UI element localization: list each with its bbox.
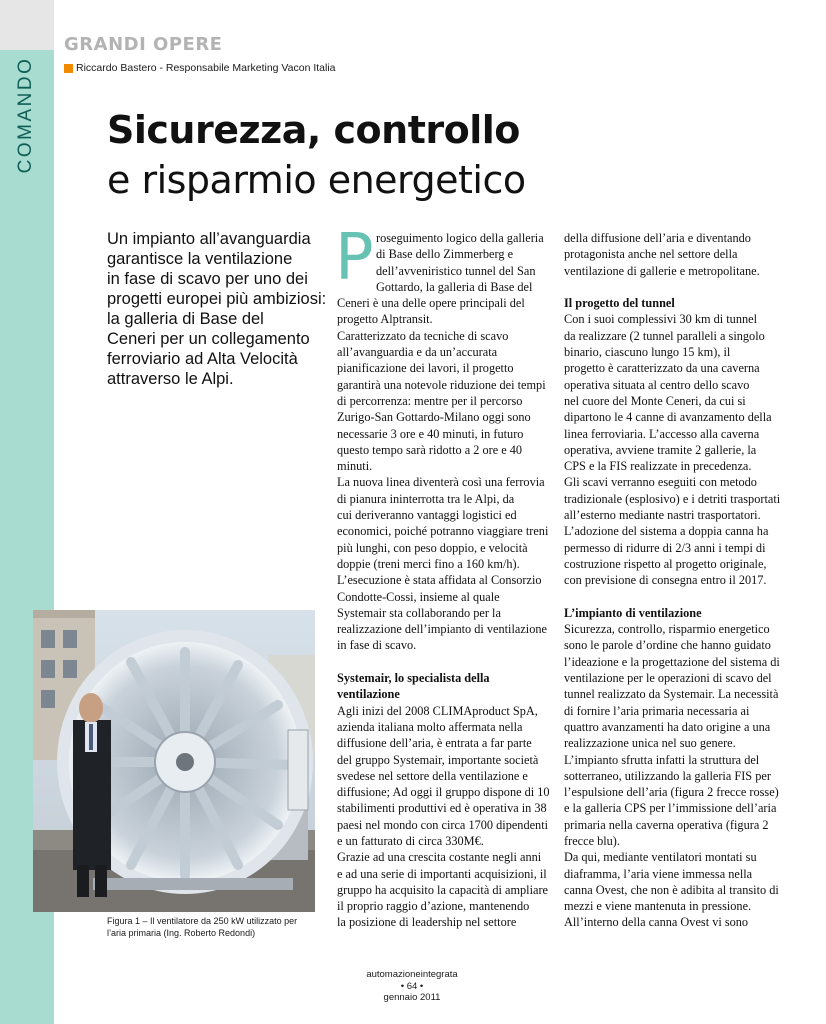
body-line: mezzi e viene mantenuta in pressione.: [564, 899, 752, 914]
body-line: progetto è caratterizzato da una caverna: [564, 361, 760, 376]
body-line: e la galleria CPS per l’immissione dell’aria: [564, 801, 777, 816]
lead-paragraph: [107, 229, 327, 389]
body-line: il proprio raggio d’azione, mantenendo: [337, 899, 530, 914]
body-line: e ad una serie di importanti acquisizioni, il: [337, 866, 547, 881]
body-line: operativa situata al centro dello scavo: [564, 377, 750, 392]
lead-line: Ceneri per un collegamento: [107, 330, 310, 348]
byline-text: Riccardo Bastero - Responsabile Marketing Vacon Italia: [76, 62, 336, 74]
lead-line: Un impianto all’avanguardia: [107, 230, 311, 248]
page-footer: [332, 969, 492, 1004]
text-column-2: [564, 230, 779, 931]
body-line: sono le parole d’ordine che hanno guidato: [564, 638, 771, 653]
body-line: e un fatturato di circa 330M€.: [337, 833, 484, 848]
subheading-systemair: ventilazione: [337, 687, 400, 702]
body-line: Condotte-Cossi, insieme al quale: [337, 589, 500, 604]
paragraph-gap: [564, 279, 779, 295]
body-line: frecce blu).: [564, 833, 620, 848]
body-line: economici, poiché potranno viaggiare treni: [337, 524, 549, 539]
body-line: Grazie ad una crescita costante negli anni: [337, 850, 542, 865]
body-line: di fornire l’aria primaria necessaria ai: [564, 703, 750, 718]
byline: [64, 62, 336, 74]
body-line: progetto Alptransit.: [337, 312, 433, 327]
body-line: della diffusione dell’aria e diventando: [564, 231, 751, 245]
body-line: ventilazione per le operazioni di scavo del: [564, 671, 772, 686]
paragraph-gap: [564, 589, 779, 605]
body-line: diffusione dell’aria, è entrata a far parte: [337, 736, 532, 751]
body-line: dipartono le 4 canne di avanzamento della: [564, 410, 772, 425]
body-line: di percorrenza: mentre per il percorso: [337, 393, 523, 408]
lead-line: progetti europei più ambiziosi:: [107, 290, 327, 308]
figure-caption: [107, 916, 297, 939]
body-line: dell’avveniristico tunnel del San: [376, 263, 536, 278]
caption-line: Figura 1 – Il ventilatore da 250 kW utilizzato per: [107, 916, 298, 926]
dropcap-letter: P: [335, 221, 374, 295]
body-line: Ceneri è una delle opere principali del: [337, 296, 525, 311]
body-line: Agli inizi del 2008 CLIMAproduct SpA,: [337, 703, 538, 718]
body-line: ventilazione di gallerie e metropolitane.: [564, 263, 760, 278]
body-line: All’interno della canna Ovest vi sono: [564, 915, 749, 930]
body-line: Da qui, mediante ventilatori montati su: [564, 850, 757, 865]
body-line: nel cuore del Monte Ceneri, da cui si: [564, 393, 746, 408]
body-line: Caratterizzato da tecniche di scavo: [337, 328, 509, 343]
body-line: L’esecuzione è stata affidata al Consorzio: [337, 573, 542, 588]
sidebar-section-label: COMANDO: [15, 56, 36, 174]
text-column-1: [335, 221, 552, 931]
body-line: azienda italiana molto affermata nella: [337, 719, 523, 734]
body-line: all’esterno mediante nastri trasportatori.: [564, 508, 761, 523]
body-line: all’avanguardia e da un’accurata: [337, 345, 498, 360]
body-line: tradizionale (esplosivo) e i detriti trasportati: [564, 491, 781, 506]
body-line: paesi nel mondo con circa 1700 dipendenti: [337, 817, 549, 832]
body-line: garantirà una notevole riduzione dei tempi: [337, 377, 546, 392]
body-line: L’impianto sfrutta infatti la struttura del: [564, 752, 760, 767]
body-line: doppie (treni merci fino a 160 km/h).: [337, 556, 520, 571]
body-line: diaframma, l’aria viene immessa nella: [564, 866, 753, 881]
body-line: pianificazione dei lavori, il progetto: [337, 361, 514, 376]
footer-date: gennaio 2011: [383, 992, 441, 1003]
body-line: minuti.: [337, 459, 373, 474]
lead-line: in fase di scavo per uno dei: [107, 270, 308, 288]
body-line: più lunghi, con peso doppio, e velocità: [337, 540, 528, 555]
body-line: roseguimento logico della galleria: [376, 231, 544, 245]
body-line: diffusione; Ad oggi il gruppo dispone di 10: [337, 785, 550, 800]
subheading-tunnel: Il progetto del tunnel: [564, 296, 675, 311]
body-line: di Base dello Zimmerberg e: [376, 247, 514, 262]
article-title-line2: e risparmio energetico: [107, 158, 526, 202]
body-line: realizzazione dell’impianto di ventilazione: [337, 622, 547, 637]
body-line: con previsione di consegna entro il 2017.: [564, 573, 767, 588]
body-line: canna Ovest, che non è adibita al transito di: [564, 882, 779, 897]
subheading-ventilation: L’impianto di ventilazione: [564, 605, 702, 620]
body-line: L’adozione del sistema a doppia canna ha: [564, 524, 769, 539]
body-line: quattro avanzamenti ha dato origine a una: [564, 719, 771, 734]
body-line: l’ideazione e la progettazione del sistema di: [564, 654, 780, 669]
body-line: l’espulsione dell’aria (figura 2 frecce rosse): [564, 785, 779, 800]
section-heading: GRANDI OPERE: [64, 34, 223, 55]
body-line: binario, ciascuno lungo 15 km), il: [564, 345, 731, 360]
lead-line: attraverso le Alpi.: [107, 370, 234, 388]
body-line: CPS e la FIS realizzate in precedenza.: [564, 459, 752, 474]
body-line: necessarie 3 ore e 40 minuti, in futuro: [337, 426, 524, 441]
body-line: primaria nella caverna operativa (figura 2: [564, 817, 769, 832]
orange-square-icon: [64, 64, 73, 73]
footer-magazine-name: automazioneintegrata: [366, 969, 458, 980]
body-line: Con i suoi complessivi 30 km di tunnel: [564, 312, 757, 327]
body-line: protagonista anche nel settore della: [564, 247, 738, 262]
body-line: Gottardo, la galleria di Base del: [376, 279, 533, 294]
body-line: di pianura ininterrotta tra le Alpi, da: [337, 491, 515, 506]
lead-line: ferroviario ad Alta Velocità: [107, 350, 298, 368]
caption-line: l’aria primaria (Ing. Roberto Redondi): [107, 927, 256, 938]
body-line: cui deriveranno vantaggi logistici ed: [337, 508, 517, 523]
left-bar-top-block: [0, 0, 54, 50]
ventilator-photo: [33, 610, 315, 912]
body-line: Systemair sta collaborando per la: [337, 605, 501, 620]
subheading-systemair: Systemair, lo specialista della: [337, 671, 490, 686]
dropcap-block: [335, 221, 552, 295]
body-line: stabilimenti produttivi ed è operativa in 38: [337, 801, 547, 816]
body-line: in fase di scavo.: [337, 638, 417, 653]
body-line: Gli scavi verranno eseguiti con metodo: [564, 475, 757, 490]
body-line: Sicurezza, controllo, risparmio energetico: [564, 622, 770, 637]
body-line: da realizzare (2 tunnel paralleli a singolo: [564, 328, 765, 343]
article-title-line1: Sicurezza, controllo: [107, 108, 520, 152]
body-line: permesso di ridurre di 2/3 anni i tempi di: [564, 540, 766, 555]
body-line: svedese nel settore della ventilazione e: [337, 768, 528, 783]
body-line: linea ferroviaria. L’accesso alla caverna: [564, 426, 760, 441]
body-line: costruzione rispetto al progetto originale,: [564, 556, 767, 571]
body-line: realizzazione unica nel suo genere.: [564, 736, 736, 751]
body-line: del gruppo Systemair, importante società: [337, 752, 539, 767]
body-line: gruppo ha acquisito la capacità di ampliare: [337, 882, 549, 897]
page-number: • 64 •: [400, 980, 424, 992]
paragraph-gap: [337, 654, 552, 670]
body-line: operativa, avviene tramite 2 gallerie, la: [564, 442, 757, 457]
body-line: tunnel realizzato da Systemair. La necessità: [564, 687, 779, 702]
body-line: sotterraneo, utilizzando la galleria FIS per: [564, 768, 771, 783]
lead-line: la galleria di Base del: [107, 310, 264, 328]
body-line: La nuova linea diventerà così una ferrovia: [337, 475, 545, 490]
body-line: questo tempo sarà ridotto a 2 ore e 40: [337, 442, 523, 457]
body-line: la posizione di leadership nel settore: [337, 915, 517, 930]
lead-line: garantisce la ventilazione: [107, 250, 293, 268]
body-line: Zurigo-San Gottardo-Milano oggi sono: [337, 410, 531, 425]
